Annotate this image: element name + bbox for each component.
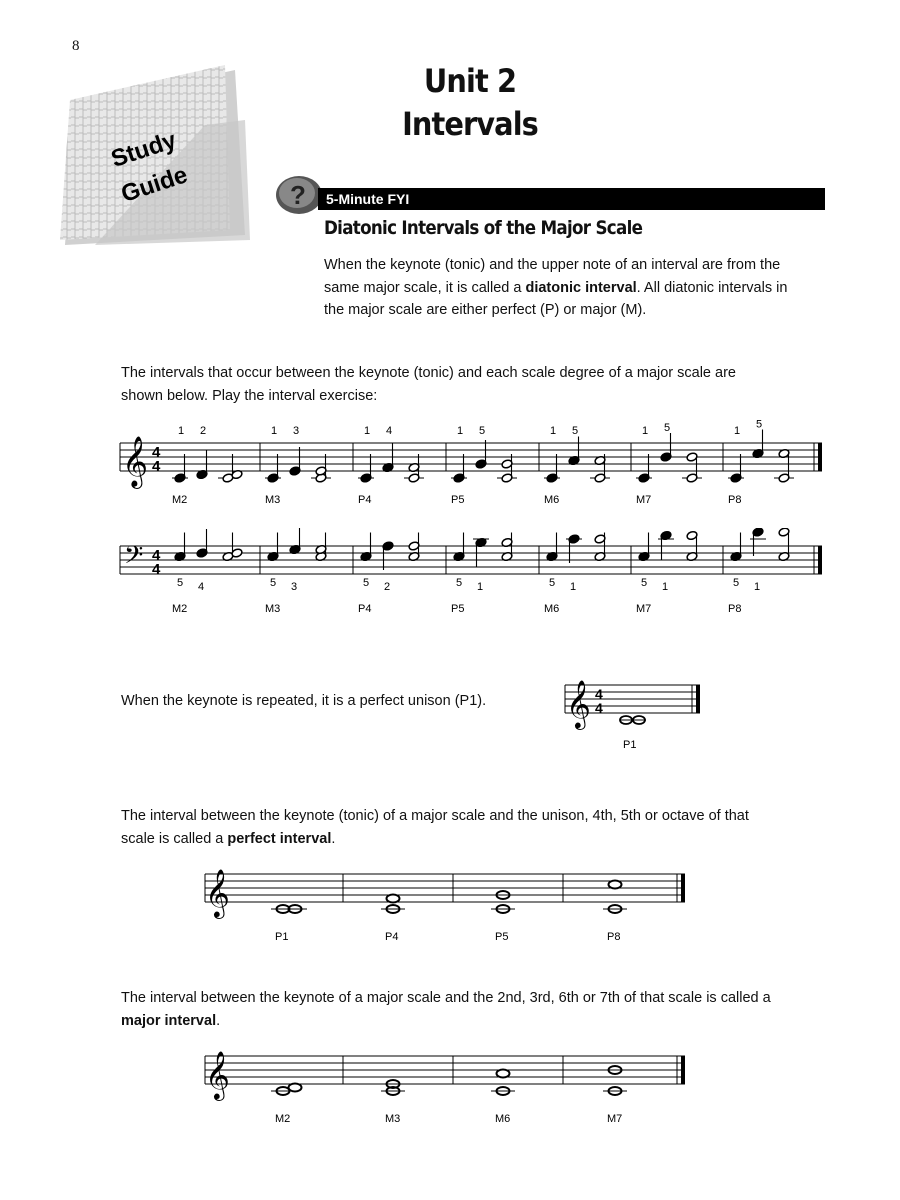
interval-label: M3 [265,603,281,615]
fingering-number: 5 [549,577,556,589]
page-number: 8 [72,38,80,54]
unison-staff [560,670,710,760]
interval-label: M7 [636,494,652,506]
svg-text:4: 4 [152,547,161,564]
fingering-number: 2 [200,425,207,437]
fingering-number: 1 [364,425,371,437]
svg-text:4: 4 [152,444,161,461]
treble-exercise-staff [110,420,830,515]
intro-paragraph: The intervals that occur between the keynote (tonic) and each scale degree of a major scale are shown below. Play the interval exercise: [121,365,736,404]
fingering-number: 5 [270,577,277,589]
interval-label: P4 [358,603,372,615]
fingering-number: 2 [384,581,391,593]
treble-clef-icon: 𝄞 [566,680,591,727]
note-head [387,895,400,903]
bass-clef-icon: 𝄢 [124,542,144,575]
unison-paragraph: When the keynote is repeated, it is a perfect unison (P1). [121,693,487,709]
fingering-number: 5 [641,577,648,589]
fingering-number: 1 [570,581,577,593]
section-heading: Diatonic Intervals of the Major Scale [324,217,643,239]
fingering-number: 1 [754,581,761,593]
fingering-number: 4 [386,425,393,437]
fingering-number: 3 [291,581,298,593]
interval-label: M7 [607,1113,623,1125]
treble-clef-icon: 𝄞 [122,437,149,486]
interval-label: M6 [495,1113,511,1125]
unison-label: P1 [623,739,637,751]
fyi-paragraph: When the keynote (tonic) and the upper note of an interval are from the same major scale, it is called a diatonic interval. All diatonic intervals in the major scale are either perfect (P) or major (M). [324,257,788,318]
fingering-number: 1 [178,425,185,437]
fingering-number: 4 [198,581,205,593]
interval-label: P5 [495,931,509,943]
fingering-number: 1 [271,425,278,437]
note-head [497,1070,510,1078]
interval-label: P5 [451,603,465,615]
fingering-number: 5 [733,577,740,589]
fingering-number: 5 [363,577,370,589]
study-guide-graphic [55,65,255,250]
unit-subtitle: Intervals [402,105,538,143]
fingering-number: 1 [642,425,649,437]
question-icon [275,175,323,215]
interval-label: M2 [172,494,188,506]
perfect-paragraph: The interval between the keynote (tonic) of a major scale and the unison, 4th, 5th or octave of that scale is called a perfect interval. [121,808,749,847]
fingering-number: 5 [479,425,486,437]
major-paragraph: The interval between the keynote of a major scale and the 2nd, 3rd, 6th or 7th of that scale is called a major interval. [121,990,771,1029]
major-intervals-staff [195,1042,695,1132]
fingering-number: 5 [177,577,184,589]
note-head [289,1084,302,1092]
treble-clef-icon: 𝄞 [205,1051,230,1098]
interval-label: P4 [385,931,399,943]
guide-label: Guide [117,161,191,208]
fingering-number: 1 [734,425,741,437]
interval-label: M6 [544,603,560,615]
interval-label: P5 [451,494,465,506]
bass-exercise-staff [110,528,830,623]
svg-text:4: 4 [595,686,603,702]
unit-title: Unit 2 [423,62,517,100]
fingering-number: 5 [456,577,463,589]
treble-clef-icon: 𝄞 [205,869,230,916]
interval-label: M7 [636,603,652,615]
fyi-bar: 5-Minute FYI [318,188,825,210]
perfect-intervals-staff [195,860,695,950]
fingering-number: 1 [550,425,557,437]
fingering-number: 1 [477,581,484,593]
fingering-number: 3 [293,425,300,437]
fingering-number: 5 [572,425,579,437]
svg-text:4: 4 [152,458,161,475]
fingering-number: 1 [457,425,464,437]
interval-label: P8 [607,931,621,943]
svg-text:4: 4 [595,700,603,716]
interval-label: P1 [275,931,289,943]
svg-text:?: ? [290,180,306,210]
interval-label: P4 [358,494,372,506]
fingering-number: 5 [756,420,763,431]
svg-text:4: 4 [152,561,161,578]
interval-label: M2 [275,1113,291,1125]
interval-label: P8 [728,494,742,506]
interval-label: M2 [172,603,188,615]
interval-label: M3 [385,1113,401,1125]
interval-label: M3 [265,494,281,506]
interval-label: P8 [728,603,742,615]
interval-label: M6 [544,494,560,506]
note-head [609,881,622,889]
study-label: Study [107,126,180,173]
fingering-number: 5 [664,422,671,434]
fingering-number: 1 [662,581,669,593]
